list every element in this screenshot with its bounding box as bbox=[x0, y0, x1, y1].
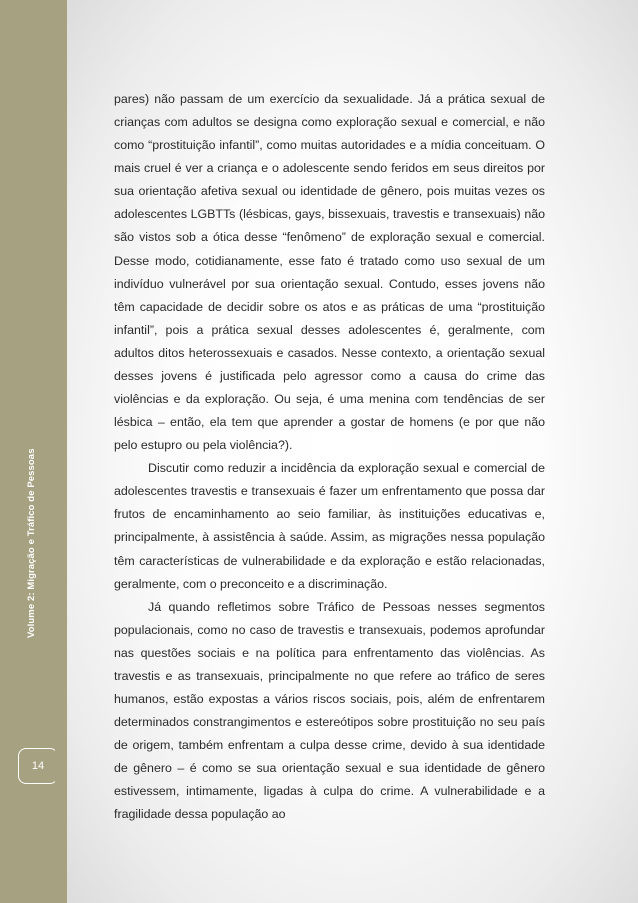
paragraph: Discutir como reduzir a incidência da exploração sexual e comercial de adolescentes travestis e transexuais é fazer um enfrentamento que possa dar frutos de encaminhamento ao seio familiar, às instituições educativas e, principalmente, à assistência à saúde. Assim, as migrações nessa população têm características de vulnerabilidade e da exploração e estão relacionadas, geralmente, com o preconceito e a discriminação. bbox=[114, 461, 545, 591]
running-title: Volume 2: Migração e Tráfico de Pessoas bbox=[26, 448, 37, 638]
sidebar bbox=[0, 0, 67, 903]
page-number: 14 bbox=[18, 748, 58, 784]
paragraph: pares) não passam de um exercício da sexualidade. Já a prática sexual de crianças com adultos se designa como exploração sexual e comercial, e não como “prostituição infantil”, como muitas autoridades e a mídia conceituam. O mais cruel é ver a criança e o adolescente sendo feridos em seus direitos por sua orientação afetiva sexual ou identidade de gênero, pois muitas vezes os adolescentes LGBTTs (lésbicas, gays, bissexuais, travestis e transexuais) não são vistos sob a ótica desse “fenômeno” de exploração sexual e comercial. Desse modo, cotidianamente, esse fato é tratado como uso sexual de um indivíduo vulnerável por sua orientação sexual. Contudo, esses jovens não têm capacidade de decidir sobre os atos e as práticas de uma “prostituição infantil”, pois a prática sexual desses adolescentes é, geralmente, com adultos ditos heterossexuais e casados. Nesse contexto, a orientação sexual desses jovens é justificada pelo agressor como a causa do crime das violências e da exploração. Ou seja, é uma menina com tendências de ser lésbica – então, ela tem que aprender a gostar de homens (e por que não pelo estupro ou pela violência?). bbox=[114, 92, 545, 453]
badge-gap bbox=[55, 744, 63, 788]
body-text bbox=[114, 88, 545, 827]
paragraph: Já quando refletimos sobre Tráfico de Pessoas nesses segmentos populacionais, como no caso de travestis e transexuais, podemos aprofundar nas questões sociais e na política para enfrentamento das violências. As travestis e as transexuais, principalmente no que refere ao tráfico de seres humanos, estão expostas a vários riscos sociais, pois, além de enfrentarem determinados constrangimentos e estereótipos sobre prostituição no seu país de origem, também enfrentam a culpa desse crime, devido à sua identidade de gênero – é como se sua orientação sexual e sua identidade de gênero estivessem, intimamente, ligadas à culpa do crime. A vulnerabilidade e a fragilidade dessa população ao bbox=[114, 599, 545, 822]
